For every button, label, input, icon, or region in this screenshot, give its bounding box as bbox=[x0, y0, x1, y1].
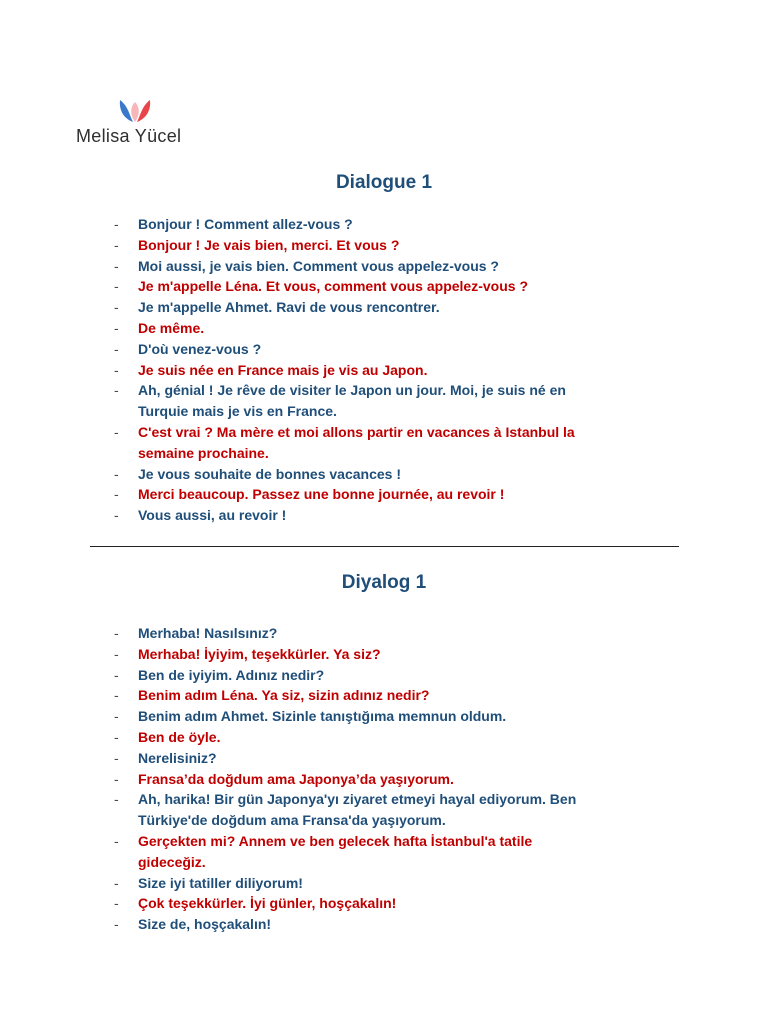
brand-name: Melisa Yücel bbox=[76, 126, 182, 146]
dialogue-line bbox=[0, 644, 600, 665]
bullet-dash: - bbox=[114, 507, 119, 524]
bullet-dash: - bbox=[114, 319, 119, 336]
bullet-dash: - bbox=[114, 216, 119, 232]
dialogue-line bbox=[0, 380, 600, 422]
bullet-dash: - bbox=[114, 666, 119, 683]
dialogue-line bbox=[0, 706, 600, 727]
dialogue-line-text: Ah, harika! Bir gün Japonya'yı ziyaret etmeyi hayal ediyorum. Ben Türkiye'de doğdum ama Fransa'da yaşıyorum. bbox=[138, 791, 577, 829]
french-dialogue-title: Dialogue 1 bbox=[335, 172, 433, 193]
dialogue-line bbox=[0, 623, 600, 644]
dialogue-line-text: Merci beaucoup. Passez une bonne journée, au revoir ! bbox=[138, 486, 505, 503]
dialogue-line bbox=[0, 484, 600, 505]
dialogue-line bbox=[0, 893, 600, 914]
dialogue-line-text: Benim adım Ahmet. Sizinle tanıştığıma memnun oldum. bbox=[138, 708, 507, 725]
bullet-dash: - bbox=[114, 625, 119, 641]
section-divider bbox=[90, 546, 679, 547]
dialogue-line-text: C'est vrai ? Ma mère et moi allons partir en vacances à Istanbul la semaine prochaine. bbox=[138, 423, 575, 461]
dialogue-line bbox=[0, 297, 600, 318]
bullet-dash: - bbox=[114, 423, 119, 440]
dialogue-line bbox=[0, 769, 600, 790]
turkish-dialogue-title: Diyalog 1 bbox=[341, 572, 427, 593]
dialogue-line-text: D'où venez-vous ? bbox=[138, 340, 262, 357]
dialogue-line bbox=[0, 422, 600, 464]
turkish-dialogue-list bbox=[0, 623, 600, 935]
bullet-dash: - bbox=[114, 382, 119, 399]
bullet-dash: - bbox=[114, 645, 119, 662]
dialogue-line-text: Ben de öyle. bbox=[138, 728, 221, 745]
dialogue-line-text: Merhaba! İyiyim, teşekkürler. Ya siz? bbox=[138, 645, 381, 662]
dialogue-line-text: Je vous souhaite de bonnes vacances ! bbox=[138, 465, 401, 482]
bullet-dash: - bbox=[114, 895, 119, 912]
dialogue-line-text: Vous aussi, au revoir ! bbox=[138, 507, 287, 524]
dialogue-line bbox=[0, 339, 600, 360]
dialogue-line bbox=[0, 727, 600, 748]
dialogue-line-text: Size iyi tatiller diliyorum! bbox=[138, 874, 303, 891]
dialogue-line bbox=[0, 685, 600, 706]
dialogue-line-text: Je m'appelle Ahmet. Ravi de vous rencontrer. bbox=[138, 299, 440, 316]
dialogue-line bbox=[0, 276, 600, 297]
dialogue-line bbox=[0, 318, 600, 339]
dialogue-line-text: Merhaba! Nasılsınız? bbox=[138, 625, 278, 641]
lotus-logo-icon bbox=[117, 96, 153, 124]
dialogue-line-text: Benim adım Léna. Ya siz, sizin adınız nedir? bbox=[138, 687, 430, 704]
bullet-dash: - bbox=[114, 749, 119, 766]
dialogue-line bbox=[0, 464, 600, 485]
dialogue-line bbox=[0, 505, 600, 526]
bullet-dash: - bbox=[114, 236, 119, 253]
bullet-dash: - bbox=[114, 340, 119, 357]
dialogue-line bbox=[0, 256, 600, 277]
bullet-dash: - bbox=[114, 687, 119, 704]
bullet-dash: - bbox=[114, 708, 119, 725]
bullet-dash: - bbox=[114, 874, 119, 891]
dialogue-line bbox=[0, 789, 600, 831]
dialogue-line-text: Je m'appelle Léna. Et vous, comment vous appelez-vous ? bbox=[138, 278, 528, 295]
dialogue-line bbox=[0, 214, 600, 235]
bullet-dash: - bbox=[114, 257, 119, 274]
dialogue-line bbox=[0, 748, 600, 769]
dialogue-line-text: Fransa’da doğdum ama Japonya’da yaşıyorum. bbox=[138, 770, 454, 787]
dialogue-line-text: Je suis née en France mais je vis au Japon. bbox=[138, 361, 428, 378]
french-dialogue-list bbox=[0, 214, 600, 526]
dialogue-line-text: Nerelisiniz? bbox=[138, 749, 217, 766]
dialogue-line-text: De même. bbox=[138, 319, 205, 336]
dialogue-line bbox=[0, 360, 600, 381]
dialogue-line bbox=[0, 914, 600, 935]
brand-logo bbox=[76, 96, 206, 152]
dialogue-line-text: Ah, génial ! Je rêve de visiter le Japon un jour. Moi, je suis né en Turquie mais je vis en France. bbox=[138, 382, 566, 420]
dialogue-line-text: Ben de iyiyim. Adınız nedir? bbox=[138, 666, 325, 683]
dialogue-line-text: Bonjour ! Je vais bien, merci. Et vous ? bbox=[138, 236, 400, 253]
bullet-dash: - bbox=[114, 299, 119, 316]
bullet-dash: - bbox=[114, 728, 119, 745]
bullet-dash: - bbox=[114, 832, 119, 849]
dialogue-line bbox=[0, 831, 600, 873]
dialogue-line-text: Moi aussi, je vais bien. Comment vous appelez-vous ? bbox=[138, 257, 499, 274]
bullet-dash: - bbox=[114, 361, 119, 378]
bullet-dash: - bbox=[114, 770, 119, 787]
dialogue-line-text: Size de, hoşçakalın! bbox=[138, 916, 272, 933]
bullet-dash: - bbox=[114, 278, 119, 295]
bullet-dash: - bbox=[114, 791, 119, 808]
bullet-dash: - bbox=[114, 486, 119, 503]
dialogue-line-text: Çok teşekkürler. İyi günler, hoşçakalın! bbox=[138, 895, 397, 912]
dialogue-line-text: Gerçekten mi? Annem ve ben gelecek hafta İstanbul'a tatile gideceğiz. bbox=[138, 832, 533, 870]
dialogue-line-text: Bonjour ! Comment allez-vous ? bbox=[138, 216, 353, 232]
dialogue-line bbox=[0, 665, 600, 686]
bullet-dash: - bbox=[114, 916, 119, 933]
bullet-dash: - bbox=[114, 465, 119, 482]
dialogue-line bbox=[0, 235, 600, 256]
dialogue-line bbox=[0, 873, 600, 894]
